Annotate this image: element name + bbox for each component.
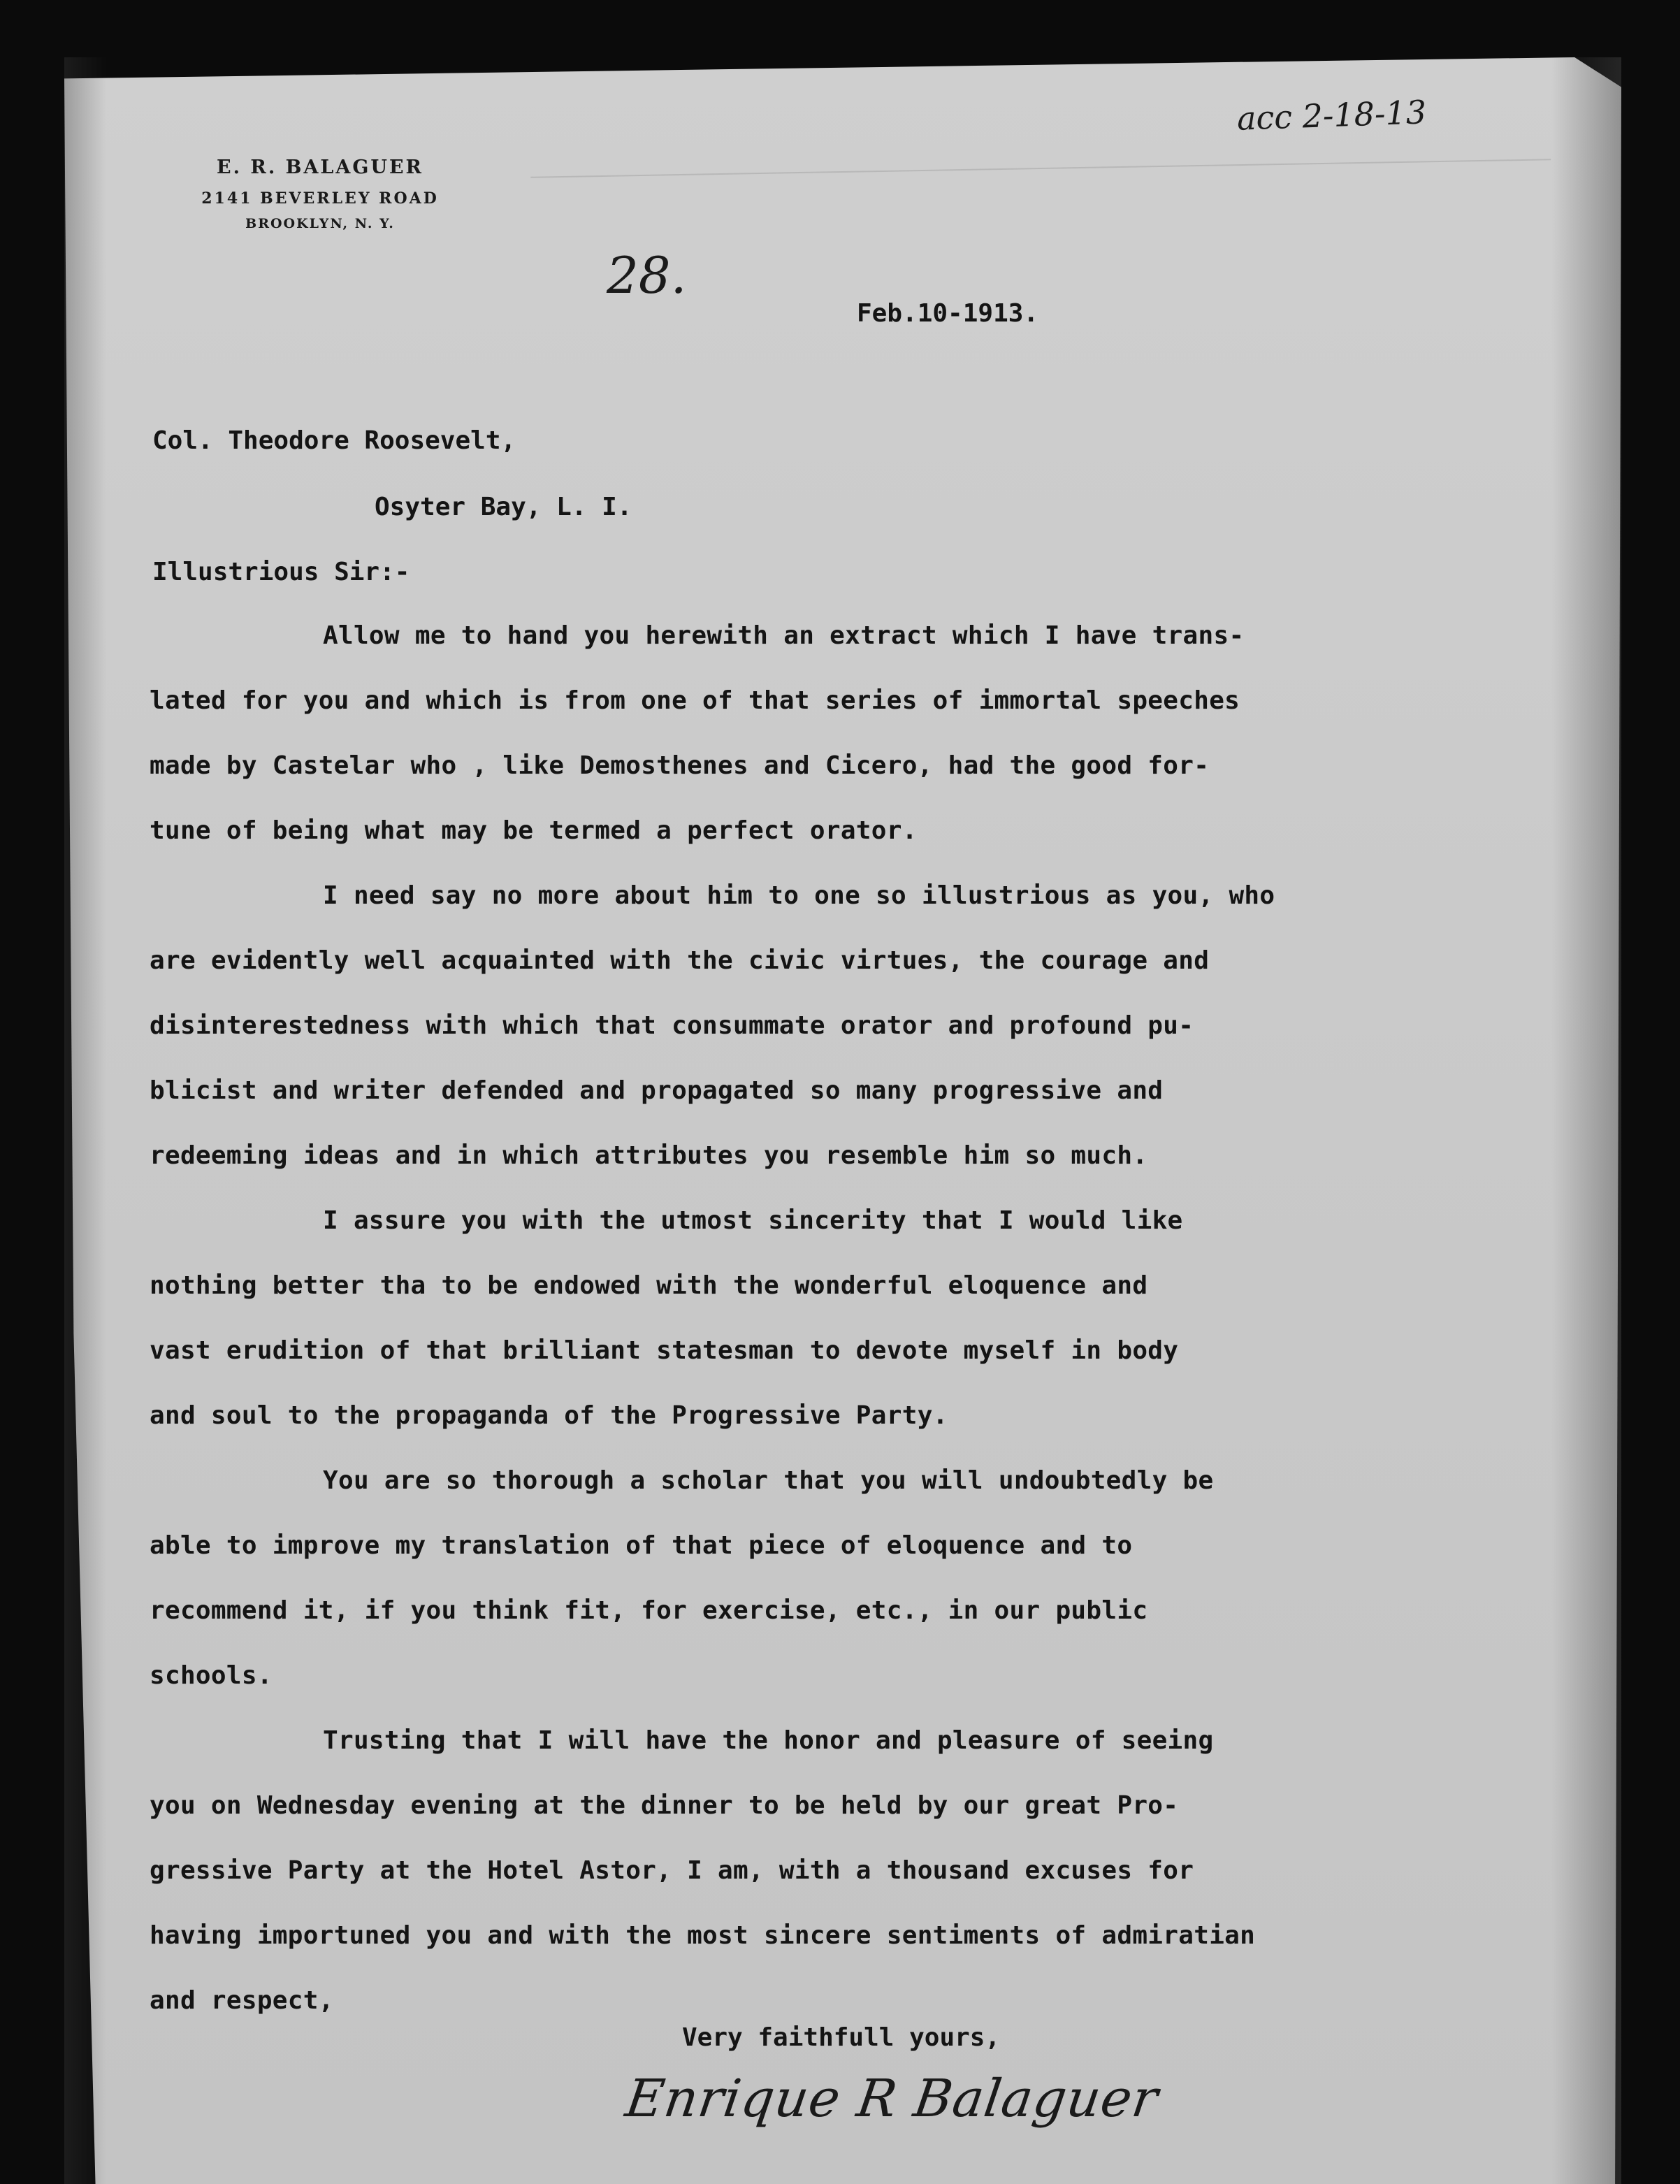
handwritten-number: 28. xyxy=(607,246,687,305)
body-line: made by Castelar who , like Demosthenes and Cicero, had the good for- xyxy=(150,751,1210,780)
addressee-location: Osyter Bay, L. I. xyxy=(375,493,632,521)
letter-date: Feb.10-1913. xyxy=(857,299,1039,328)
closing: Very faithfull yours, xyxy=(682,2023,1001,2052)
paragraph-5 xyxy=(150,1720,1505,2045)
body-line: and soul to the propaganda of the Progressive Party. xyxy=(150,1401,948,1430)
addressee: Col. Theodore Roosevelt, xyxy=(152,426,516,455)
body-line: Allow me to hand you herewith an extract which I have trans- xyxy=(323,621,1245,650)
body-line: Trusting that I will have the honor and pleasure of seeing xyxy=(323,1726,1214,1755)
body-line: gressive Party at the Hotel Astor, I am, with a thousand excuses for xyxy=(150,1856,1194,1885)
letterhead-city: BROOKLYN, N. Y. xyxy=(245,216,395,231)
body-line: disinterestedness with which that consummate orator and profound pu- xyxy=(150,1011,1194,1040)
body-line: tune of being what may be termed a perfect orator. xyxy=(150,816,918,845)
body-line: you on Wednesday evening at the dinner to be held by our great Pro- xyxy=(150,1791,1179,1820)
letterhead xyxy=(166,157,474,231)
body-line: redeeming ideas and in which attributes you resemble him so much. xyxy=(150,1141,1148,1170)
body-line: blicist and writer defended and propagated so many progressive and xyxy=(150,1076,1164,1105)
letter-body xyxy=(150,615,1505,2045)
body-line: lated for you and which is from one of that series of immortal speeches xyxy=(150,686,1240,715)
body-line: vast erudition of that brilliant statesman to devote myself in body xyxy=(150,1336,1179,1365)
letterhead-address: 2141 BEVERLEY ROAD xyxy=(201,189,439,208)
paper-shadow-right xyxy=(1551,57,1621,2184)
paragraph-3 xyxy=(150,1200,1505,1460)
body-line: and respect, xyxy=(150,1986,334,2015)
body-line: recommend it, if you think fit, for exercise, etc., in our public xyxy=(150,1596,1148,1625)
accession-note: acc 2-18-13 xyxy=(1236,93,1427,138)
body-line: You are so thorough a scholar that you will undoubtedly be xyxy=(323,1466,1214,1495)
paragraph-2 xyxy=(150,875,1505,1200)
body-line: schools. xyxy=(150,1661,273,1690)
body-line: having importuned you and with the most sincere sentiments of admiratian xyxy=(150,1921,1256,1950)
body-line: able to improve my translation of that piece of eloquence and to xyxy=(150,1531,1133,1560)
body-line: nothing better tha to be endowed with the wonderful eloquence and xyxy=(150,1271,1148,1300)
body-line: are evidently well acquainted with the civic virtues, the courage and xyxy=(150,946,1210,975)
paper-shadow-left xyxy=(64,57,106,2184)
body-line: I assure you with the utmost sincerity that I would like xyxy=(323,1206,1183,1235)
paragraph-1 xyxy=(150,615,1505,875)
signature: Enrique R Balaguer xyxy=(621,2069,1162,2129)
salutation: Illustrious Sir:- xyxy=(152,558,410,586)
body-line: I need say no more about him to one so illustrious as you, who xyxy=(323,881,1275,910)
letterhead-name: E. R. BALAGUER xyxy=(217,157,423,178)
paragraph-4 xyxy=(150,1460,1505,1720)
